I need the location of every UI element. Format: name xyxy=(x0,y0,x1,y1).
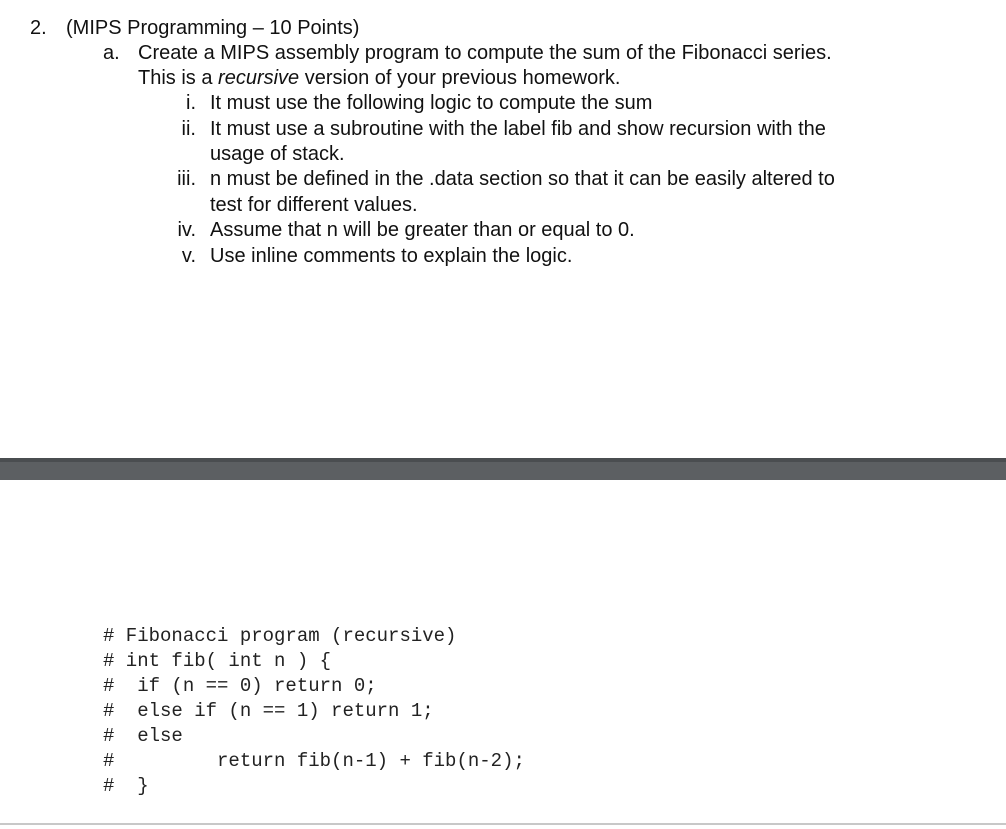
question-number: 2. xyxy=(30,17,47,39)
requirement-text: Use inline comments to explain the logic. xyxy=(210,245,573,267)
part-marker: a. xyxy=(103,42,120,64)
code-line: # int fib( int n ) { xyxy=(103,650,332,672)
code-line: # } xyxy=(103,775,149,797)
question-title: (MIPS Programming – 10 Points) xyxy=(66,17,360,39)
code-line: # Fibonacci program (recursive) xyxy=(103,625,457,647)
requirement-marker: iii. xyxy=(177,168,196,190)
part-description-line2: This is a recursive version of your previous homework. xyxy=(138,67,621,89)
requirement-text: n must be defined in the .data section so that it can be easily altered to xyxy=(210,168,835,190)
requirement-marker: iv. xyxy=(177,219,196,241)
part-description-line1: Create a MIPS assembly program to compute the sum of the Fibonacci series. xyxy=(138,42,832,64)
emphasis-recursive: recursive xyxy=(218,67,300,89)
requirement-text: It must use the following logic to compute the sum xyxy=(210,92,653,114)
bottom-border xyxy=(0,823,1006,825)
code-line: # else if (n == 1) return 1; xyxy=(103,700,434,722)
requirement-marker: v. xyxy=(181,245,196,267)
code-page xyxy=(0,480,1006,829)
code-line: # else xyxy=(103,725,183,747)
code-line: # return fib(n-1) + fib(n-2); xyxy=(103,750,525,772)
requirement-text: usage of stack. xyxy=(210,143,345,165)
requirement-text: test for different values. xyxy=(210,194,418,216)
requirement-marker: ii. xyxy=(181,118,196,140)
requirement-marker: i. xyxy=(186,92,196,114)
requirement-text: Assume that n will be greater than or equal to 0. xyxy=(210,219,635,241)
code-line: # if (n == 0) return 0; xyxy=(103,675,377,697)
requirement-text: It must use a subroutine with the label fib and show recursion with the xyxy=(210,118,826,140)
page-divider xyxy=(0,458,1006,480)
